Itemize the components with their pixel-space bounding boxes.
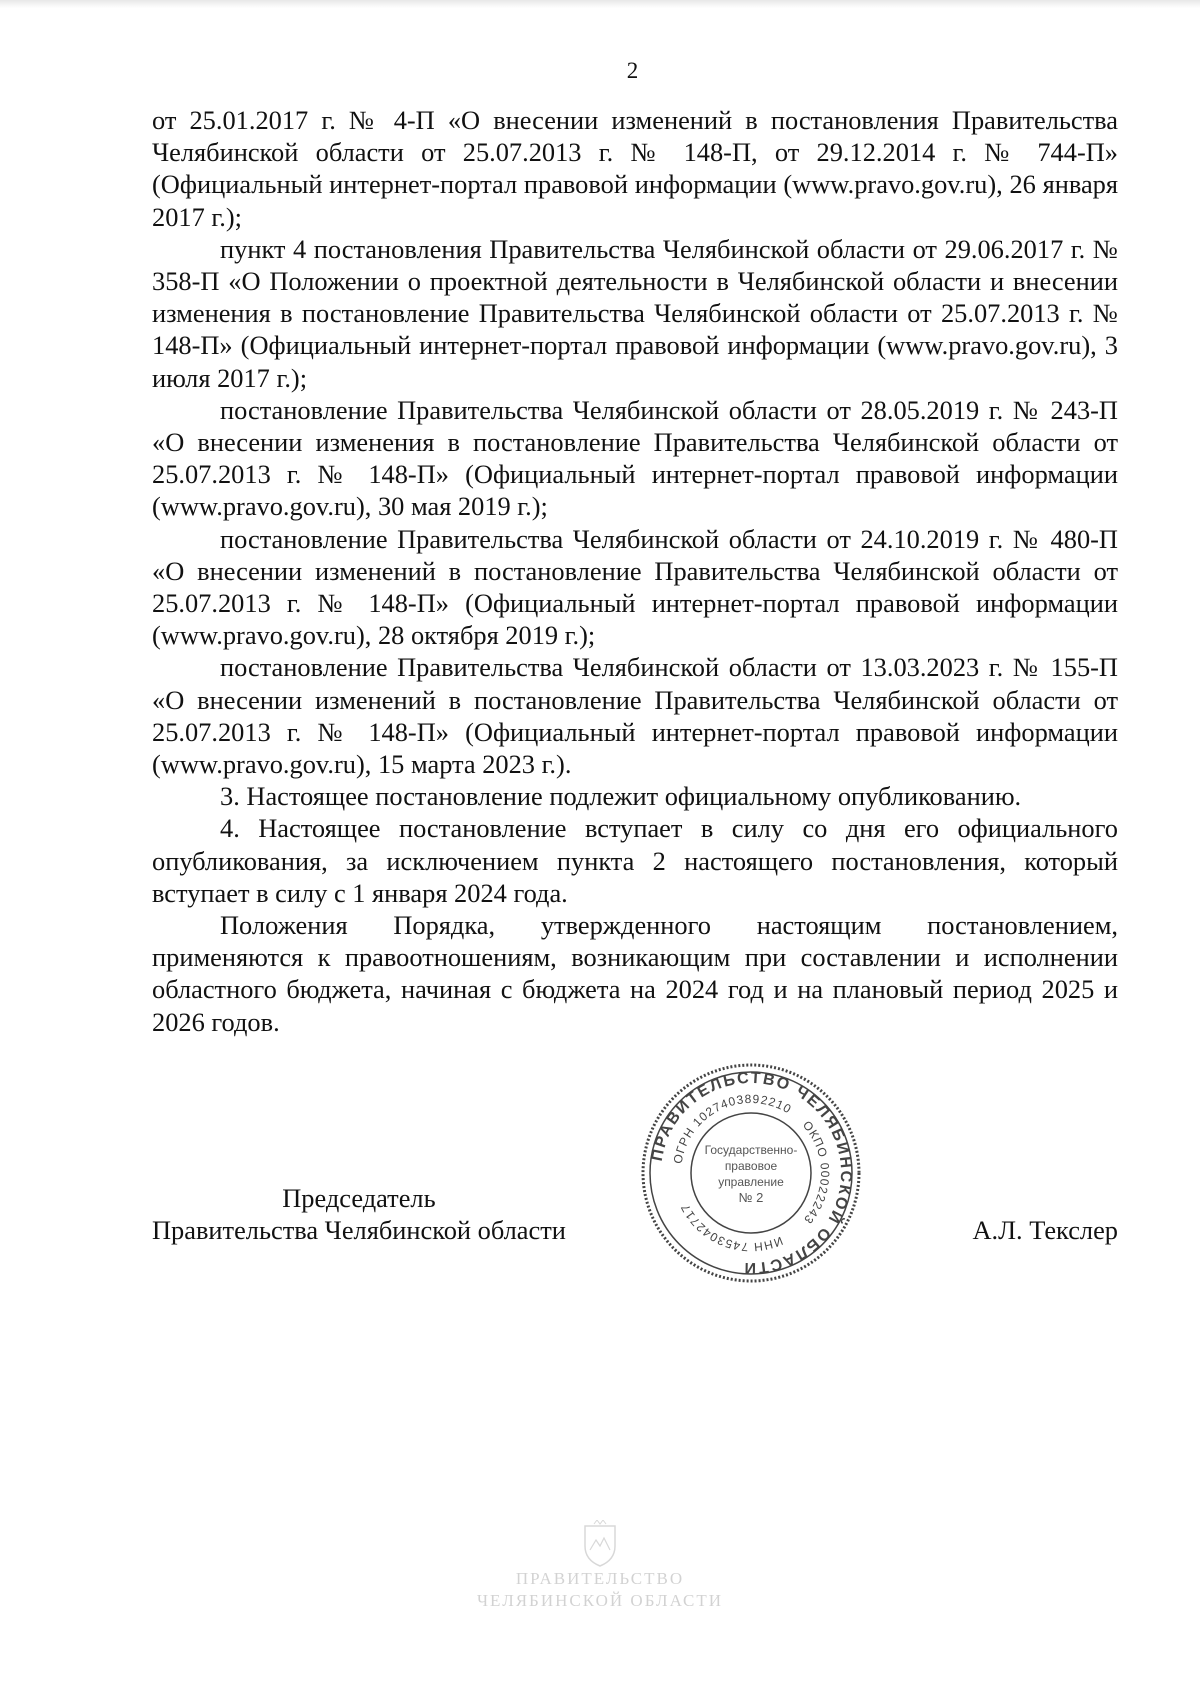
watermark-line: ПРАВИТЕЛЬСТВО [515, 1569, 685, 1588]
seal-graphic [636, 1058, 866, 1288]
signatory-title-line: Правительства Челябинской области [152, 1215, 566, 1245]
seal-inner-line: № 2 [738, 1190, 764, 1205]
watermark [0, 1520, 1200, 1660]
paragraph: постановление Правительства Челябинской области от 24.10.2019 г. № 480-П «О внесении изменений в постановление Правительства Челябинской области от 25.07.2013 г. № 148-П» (Официальный интернет-портал правовой информации (www.pravo.gov.ru), 28 октября 2019 г.); [152, 523, 1118, 651]
scan-edge [0, 0, 1200, 8]
seal-inner-line: Государственно- [704, 1143, 798, 1157]
signatory-title [152, 1182, 566, 1246]
seal-ogrn: ОГРН 1027403892210 [670, 1091, 795, 1165]
seal-okpo: ОКПО 00022243 [799, 1118, 833, 1227]
page-number: 2 [626, 58, 639, 83]
paragraph: пункт 4 постановления Правительства Челябинской области от 29.06.2017 г. № 358-П «О Положении о проектной деятельности в Челябинской области и внесении изменения в постановление Правительства Челябинской области от 25.07.2013 г. № 148-П» (Официальный интернет-портал правовой информации (www.pravo.gov.ru), 3 июля 2017 г.); [152, 233, 1118, 393]
paragraph: 3. Настоящее постановление подлежит официальному опубликованию. [220, 781, 1022, 812]
document-body [152, 104, 1118, 1038]
paragraph: Положения Порядка, утвержденного настоящим постановлением, применяются к правоотношениям, возникающим при составлении и исполнении областного бюджета, начиная с бюджета на 2024 год и на плановый период 2025 и 2026 годов. [152, 910, 1118, 1037]
watermark-line: ЧЕЛЯБИНСКОЙ ОБЛАСТИ [476, 1591, 724, 1610]
official-seal [636, 1058, 866, 1288]
paragraph: постановление Правительства Челябинской области от 13.03.2023 г. № 155-П «О внесении изменений в постановление Правительства Челябинской области от 25.07.2013 г. № 148-П» (Официальный интернет-портал правовой информации (www.pravo.gov.ru), 15 марта 2023 г.). [152, 652, 1118, 780]
seal-outer-text: ПРАВИТЕЛЬСТВО ЧЕЛЯБИНСКОЙ ОБЛАСТИ [648, 1069, 855, 1277]
seal-inner-line: управление [718, 1175, 784, 1189]
signatory-title-line: Председатель [282, 1183, 436, 1213]
paragraph: от 25.01.2017 г. № 4-П «О внесении изменений в постановления Правительства Челябинской области от 25.07.2013 г. № 148-П, от 29.12.2014 г. № 744-П» (Официальный интернет-портал правовой информации (www.pravo.gov.ru), 26 января 2017 г.); [152, 105, 1118, 232]
paragraph: постановление Правительства Челябинской области от 28.05.2019 г. № 243-П «О внесении изменения в постановление Правительства Челябинской области от 25.07.2013 г. № 148-П» (Официальный интернет-портал правовой информации (www.pravo.gov.ru), 30 мая 2019 г.); [152, 394, 1118, 522]
coat-of-arms-icon [580, 1520, 620, 1568]
seal-inner-line: правовое [724, 1159, 778, 1173]
seal-inn: ИНН 7453042717 [677, 1201, 785, 1255]
paragraph: 4. Настоящее постановление вступает в силу со дня его официального опубликования, за исключением пункта 2 настоящего постановления, который вступает в силу с 1 января 2024 года. [152, 813, 1118, 908]
signatory-name: А.Л. Текслер [972, 1215, 1118, 1245]
